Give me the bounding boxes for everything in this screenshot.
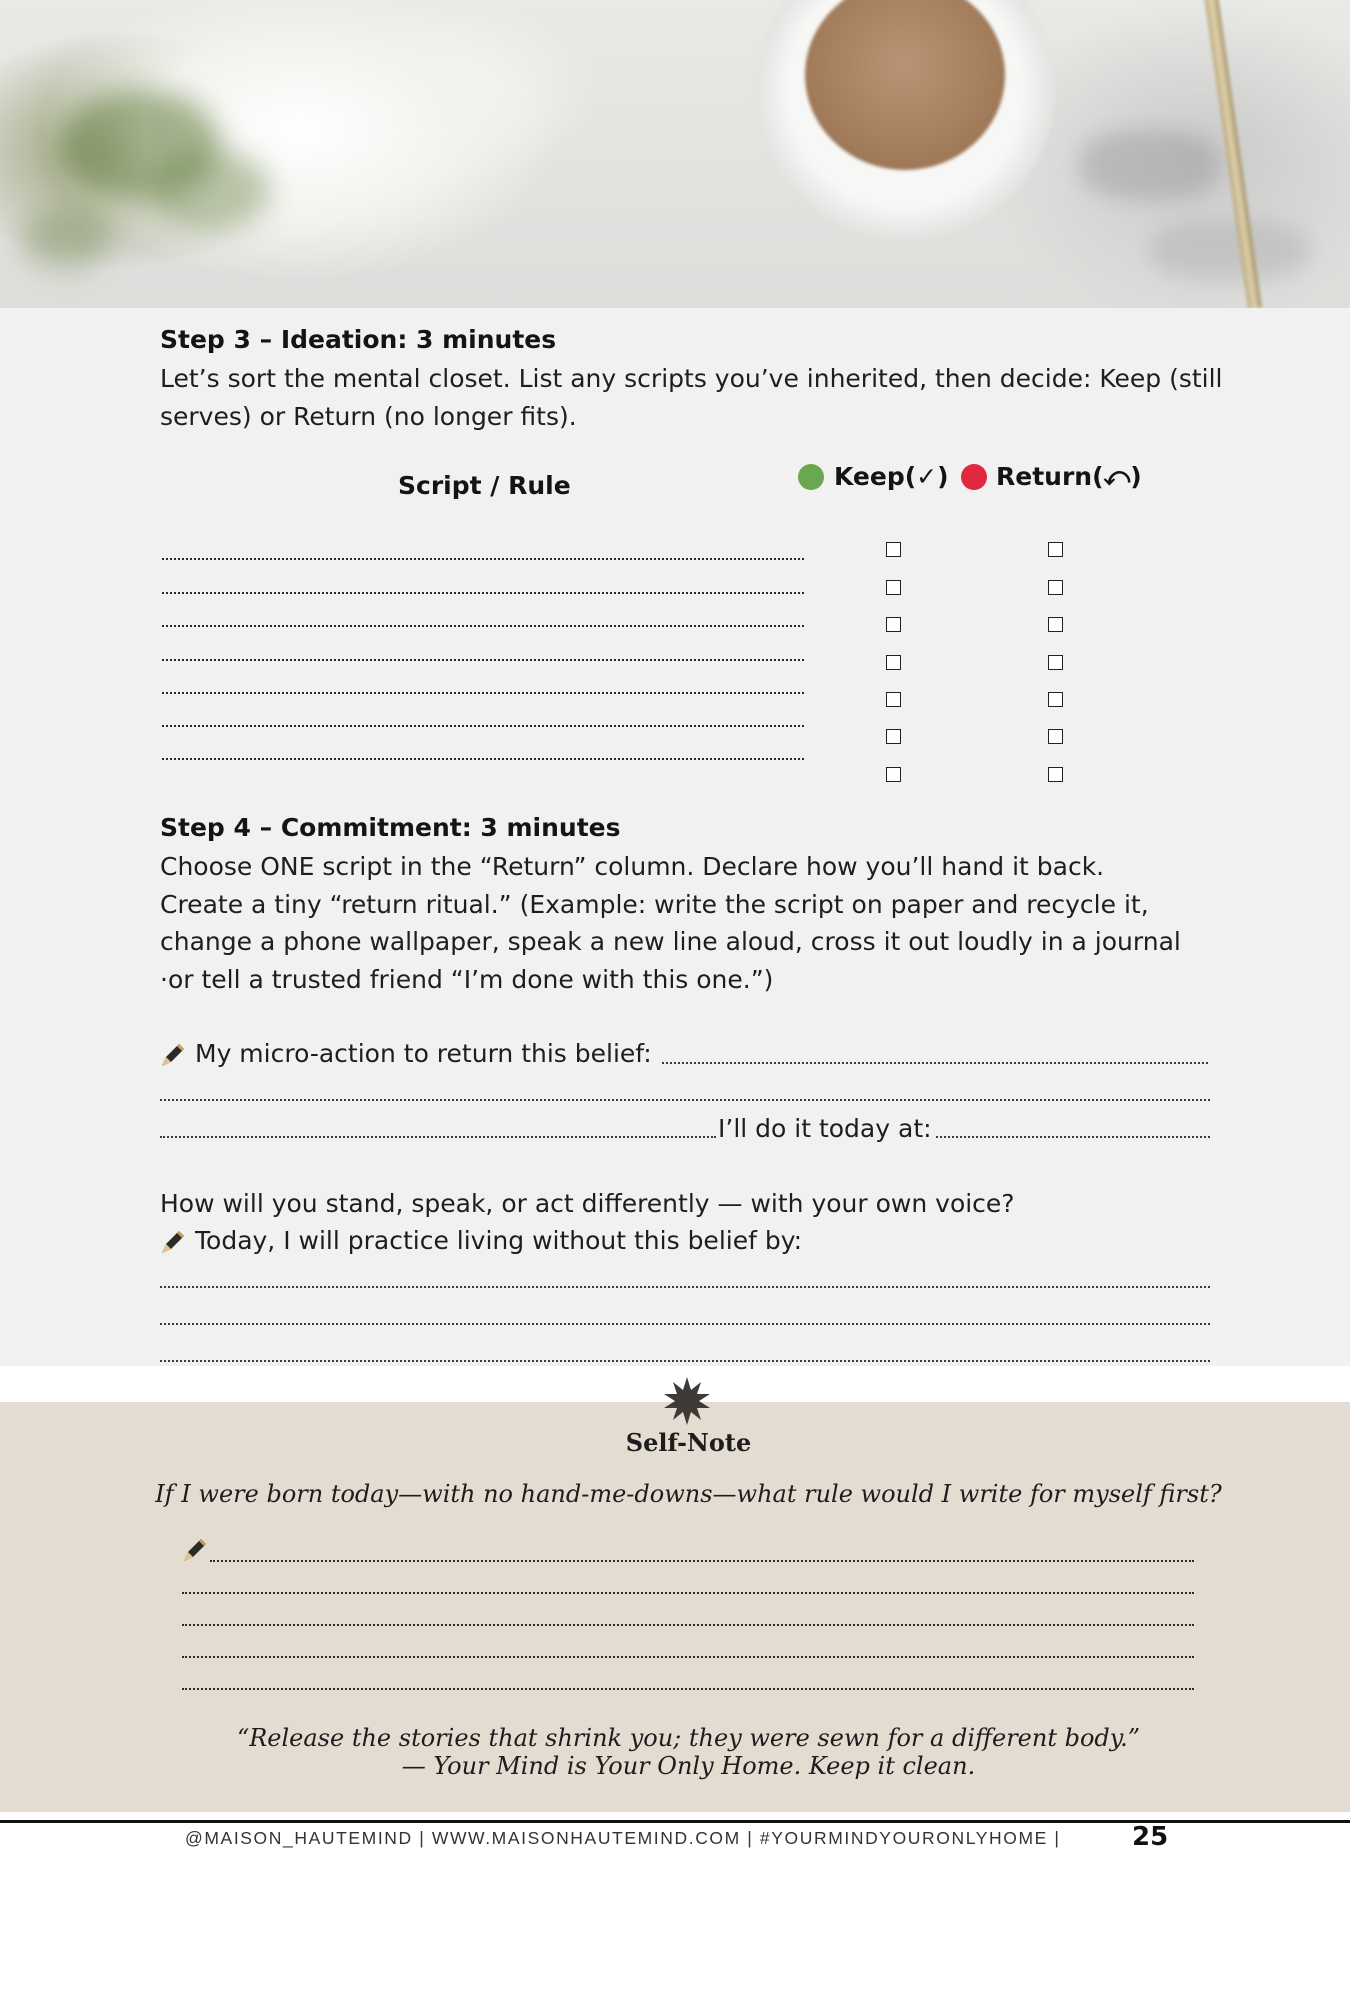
keep-checkbox[interactable] xyxy=(886,655,901,670)
today-at-label: I’ll do it today at: xyxy=(718,1114,932,1143)
return-dot xyxy=(961,464,987,490)
today-at-line[interactable] xyxy=(936,1136,1210,1138)
practice-label: Today, I will practice living without this belief by: xyxy=(195,1226,803,1255)
footer-text: @MAISON_HAUTEMIND | WWW.MAISONHAUTEMIND.COM | #YOURMINDYOURONLYHOME | xyxy=(185,1828,1061,1848)
closing-attribution: — Your Mind is Your Only Home. Keep it clean. xyxy=(401,1752,976,1780)
keep-checkbox[interactable] xyxy=(886,692,901,707)
step3-intro-line1: Let’s sort the mental closet. List any scripts you’ve inherited, then decide: Keep (still xyxy=(160,364,1223,393)
step3-intro-line2: serves) or Return (no longer fits). xyxy=(160,402,577,431)
script-line-6[interactable] xyxy=(162,725,804,727)
script-line-1[interactable] xyxy=(162,558,804,560)
script-line-2[interactable] xyxy=(162,592,804,594)
return-header: Return(⤺) xyxy=(996,462,1142,491)
script-line-4[interactable] xyxy=(162,659,804,661)
self-note-line[interactable] xyxy=(182,1656,1194,1658)
step4-heading: Step 4 – Commitment: 3 minutes xyxy=(160,813,621,842)
stand-speak-question: How will you stand, speak, or act differently — with your own voice? xyxy=(160,1189,1015,1218)
hero-photo xyxy=(0,0,1350,308)
pen-icon xyxy=(158,1040,188,1070)
step4-line: Create a tiny “return ritual.” (Example: write the script on paper and recycle it, xyxy=(160,890,1149,919)
step4-line: change a phone wallpaper, speak a new line aloud, cross it out loudly in a journal xyxy=(160,927,1181,956)
keep-dot xyxy=(798,464,824,490)
practice-line[interactable] xyxy=(160,1286,1210,1288)
keep-checkbox[interactable] xyxy=(886,729,901,744)
return-checkbox[interactable] xyxy=(1048,692,1063,707)
micro-action-line[interactable] xyxy=(160,1099,1210,1101)
step3-heading: Step 3 – Ideation: 3 minutes xyxy=(160,325,557,354)
closing-quote: “Release the stories that shrink you; they were sewn for a different body.” xyxy=(236,1724,1141,1752)
step4-line: ·or tell a trusted friend “I’m done with this one.”) xyxy=(160,965,774,994)
keep-checkbox[interactable] xyxy=(886,580,901,595)
keep-checkbox[interactable] xyxy=(886,617,901,632)
self-note-title: Self-Note xyxy=(625,1428,752,1457)
pen-icon xyxy=(180,1535,210,1565)
keep-header: Keep(✓) xyxy=(834,462,949,491)
micro-action-line[interactable] xyxy=(662,1062,1208,1064)
script-line-3[interactable] xyxy=(162,625,804,627)
step4-line: Choose ONE script in the “Return” column. Declare how you’ll hand it back. xyxy=(160,852,1105,881)
self-note-line[interactable] xyxy=(182,1592,1194,1594)
page-number: 25 xyxy=(1132,1822,1169,1852)
return-checkbox[interactable] xyxy=(1048,729,1063,744)
script-line-5[interactable] xyxy=(162,692,804,694)
return-checkbox[interactable] xyxy=(1048,767,1063,782)
keep-checkbox[interactable] xyxy=(886,767,901,782)
self-note-line[interactable] xyxy=(182,1624,1194,1626)
micro-action-label: My micro-action to return this belief: xyxy=(195,1039,652,1068)
practice-line[interactable] xyxy=(160,1360,1210,1362)
micro-action-line[interactable] xyxy=(160,1136,716,1138)
script-line-7[interactable] xyxy=(162,758,804,760)
self-note-line[interactable] xyxy=(182,1688,1194,1690)
return-checkbox[interactable] xyxy=(1048,617,1063,632)
keep-checkbox[interactable] xyxy=(886,542,901,557)
pen-icon xyxy=(158,1227,188,1257)
script-rule-header: Script / Rule xyxy=(398,471,571,500)
return-checkbox[interactable] xyxy=(1048,655,1063,670)
self-note-line[interactable] xyxy=(210,1560,1194,1562)
return-checkbox[interactable] xyxy=(1048,542,1063,557)
self-note-prompt: If I were born today—with no hand-me-downs—what rule would I write for myself first? xyxy=(155,1480,1222,1508)
practice-line[interactable] xyxy=(160,1323,1210,1325)
return-checkbox[interactable] xyxy=(1048,580,1063,595)
star-icon xyxy=(662,1376,712,1426)
